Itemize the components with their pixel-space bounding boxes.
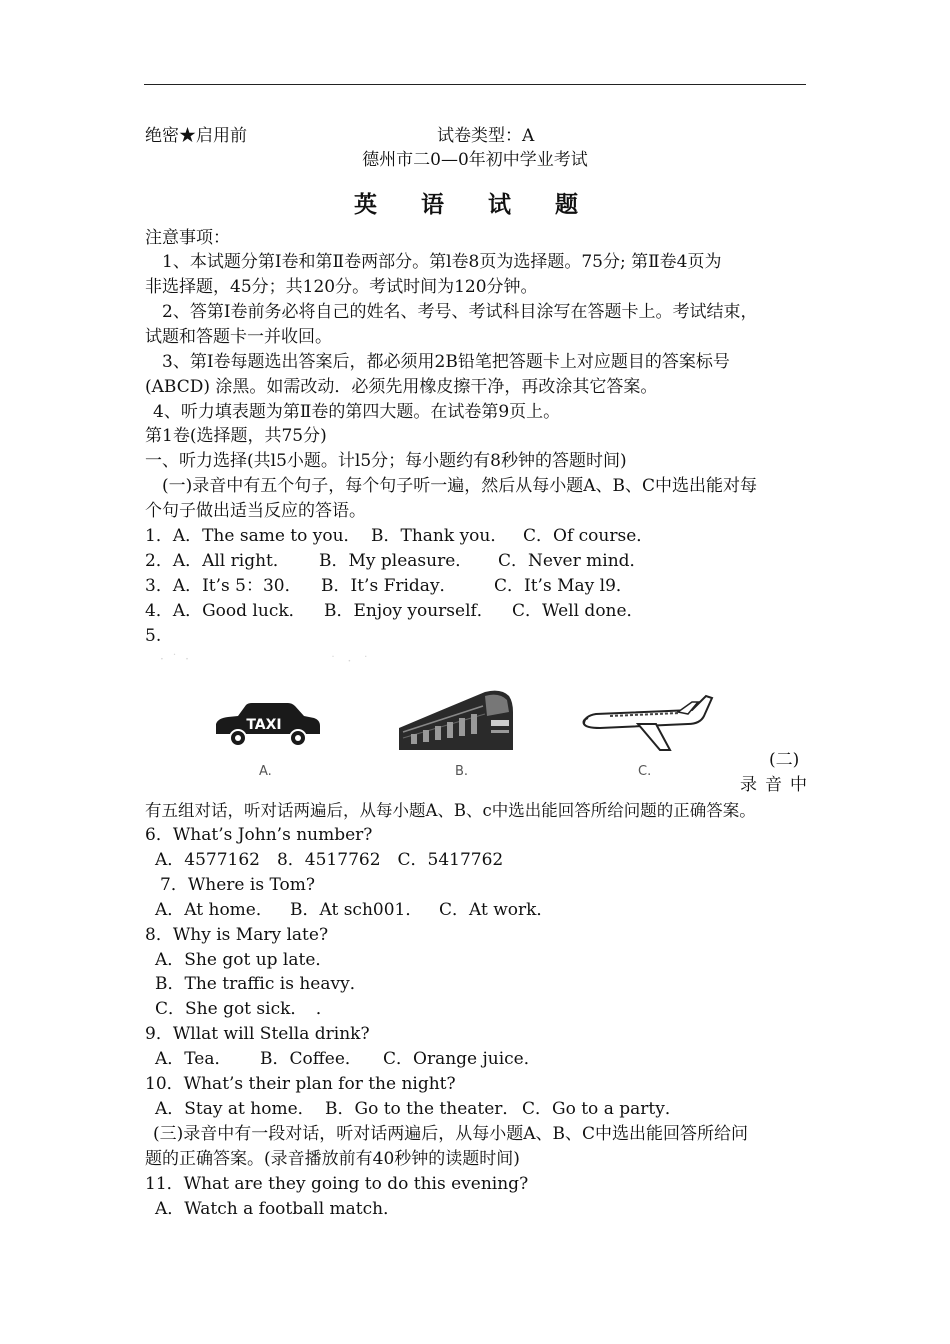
q8-option-c: C．She got sick． ． — [155, 999, 333, 1019]
sub1-line-2: 个句子做出适当反应的答语。 — [145, 501, 366, 521]
page-title: 英 语 试 题 — [353, 192, 597, 218]
q1-option-c: C．Of course． — [523, 526, 654, 546]
q1-option-a: 1．A．The same to you． — [145, 526, 361, 546]
sub1-line-1: (一)录音中有五个句子，每个句子听一遍，然后从每小题A、B、C中选出能对每 — [162, 476, 758, 496]
note-1-line-1: 1、本试题分第I卷和第Ⅱ卷两部分。第l卷8页为选择题。75分; 第Ⅱ卷4页为 — [162, 252, 722, 272]
q8-question: 8．Why is Mary late? — [145, 925, 329, 945]
sub2-marker: (二) — [769, 750, 800, 770]
note-4: 4、听力填表题为第Ⅱ卷的第四大题。在试卷第9页上。 — [153, 402, 561, 422]
q10-option-c: C．Go to a party． — [522, 1099, 682, 1119]
q8-option-b: B．The traffic is heavy． — [155, 974, 367, 994]
airplane-icon — [580, 694, 715, 756]
note-3-line-1: 3、第I卷每题选出答案后，都必须用2B铅笔把答题卡上对应题目的答案标号 — [162, 352, 730, 372]
picture-label-c: C. — [638, 764, 652, 779]
note-3-line-2: (ABCD) 涂黑。如需改动．必须先用橡皮擦干净，再改涂其它答案。 — [145, 377, 658, 397]
q7-question: 7．Where is Tom? — [160, 875, 315, 895]
q2-option-a: 2．A．All right． — [145, 551, 290, 571]
q5-number: 5. — [145, 626, 162, 646]
bleed-through-mark: · ˙ · — [160, 652, 189, 666]
picture-label-a: A. — [259, 764, 272, 779]
part1-heading: 第1卷(选择题，共75分) — [145, 426, 327, 446]
q6-options: A．4577162 8．4517762 C．5417762 — [155, 850, 504, 870]
q9-option-a: A．Tea． — [155, 1049, 232, 1069]
taxi-text: TAXI — [246, 717, 282, 733]
exam-name: 德州市二0—0年初中学业考试 — [362, 150, 588, 170]
q7-option-a: A．At home． — [155, 900, 273, 920]
q9-option-b: B．Coffee． — [260, 1049, 362, 1069]
q1-option-b: B．Thank you． — [371, 526, 508, 546]
section1-heading: 一、听力选择(共l5小题。计l5分；每小题约有8秒钟的答题时间) — [145, 451, 627, 471]
q3-option-b: B．It’s Friday． — [321, 576, 457, 596]
paper-type: 试卷类型：A — [437, 126, 535, 146]
note-1-line-2: 非选择题，45分；共120分。考试时间为120分钟。 — [145, 277, 538, 297]
sub2-fragment: 录音中 — [740, 775, 815, 795]
train-icon — [397, 688, 515, 752]
top-rule — [144, 84, 806, 85]
q9-question: 9．Wllat will Stella drink? — [145, 1024, 370, 1044]
q3-option-c: C．It’s May l9． — [494, 576, 633, 596]
q4-option-a: 4．A．Good luck． — [145, 601, 306, 621]
note-2-line-1: 2、答第I卷前务必将自己的姓名、考号、考试科目涂写在答题卡上。考试结束， — [162, 302, 758, 322]
q2-option-c: C．Never mind． — [498, 551, 647, 571]
q8-option-a: A．She got up late． — [155, 950, 333, 970]
q9-option-c: C．Orange juice． — [383, 1049, 541, 1069]
q11-question: 11．What are they going to do this evening? — [145, 1174, 529, 1194]
q11-option-a: A．Watch a football match． — [155, 1199, 401, 1219]
picture-label-b: B. — [455, 764, 469, 779]
q2-option-b: B．My pleasure． — [319, 551, 473, 571]
q4-option-b: B．Enjoy yourself． — [324, 601, 494, 621]
taxi-icon — [212, 700, 322, 750]
q7-option-b: B．At sch001． — [290, 900, 423, 920]
q10-question: 10．What’s their plan for the night? — [145, 1074, 456, 1094]
notes-heading: 注意事项： — [145, 228, 230, 248]
q10-option-a: A．Stay at home． — [155, 1099, 315, 1119]
sub3-line-1: (三)录音中有一段对话，听对话两遍后，从每小题A、B、C中选出能回答所给问 — [153, 1124, 749, 1144]
q7-option-c: C．At work． — [439, 900, 554, 920]
note-2-line-2: 试题和答题卡一并收回。 — [145, 327, 332, 347]
q4-option-c: C．Well done． — [512, 601, 644, 621]
q6-question: 6．What’s John’s number? — [145, 825, 373, 845]
secret-label: 绝密★启用前 — [145, 126, 247, 146]
sub2-instruction: 有五组对话，听对话两遍后，从每小题A、B、c中选出能回答所给问题的正确答案。 — [145, 801, 756, 820]
sub3-line-2: 题的正确答案。(录音播放前有40秒钟的读题时间) — [145, 1149, 520, 1169]
q3-option-a: 3．A．It’s 5：30． — [145, 576, 302, 596]
q10-option-b: B．Go to the theater． — [325, 1099, 520, 1119]
bleed-through-mark: ˙ · ˙ — [330, 654, 369, 668]
